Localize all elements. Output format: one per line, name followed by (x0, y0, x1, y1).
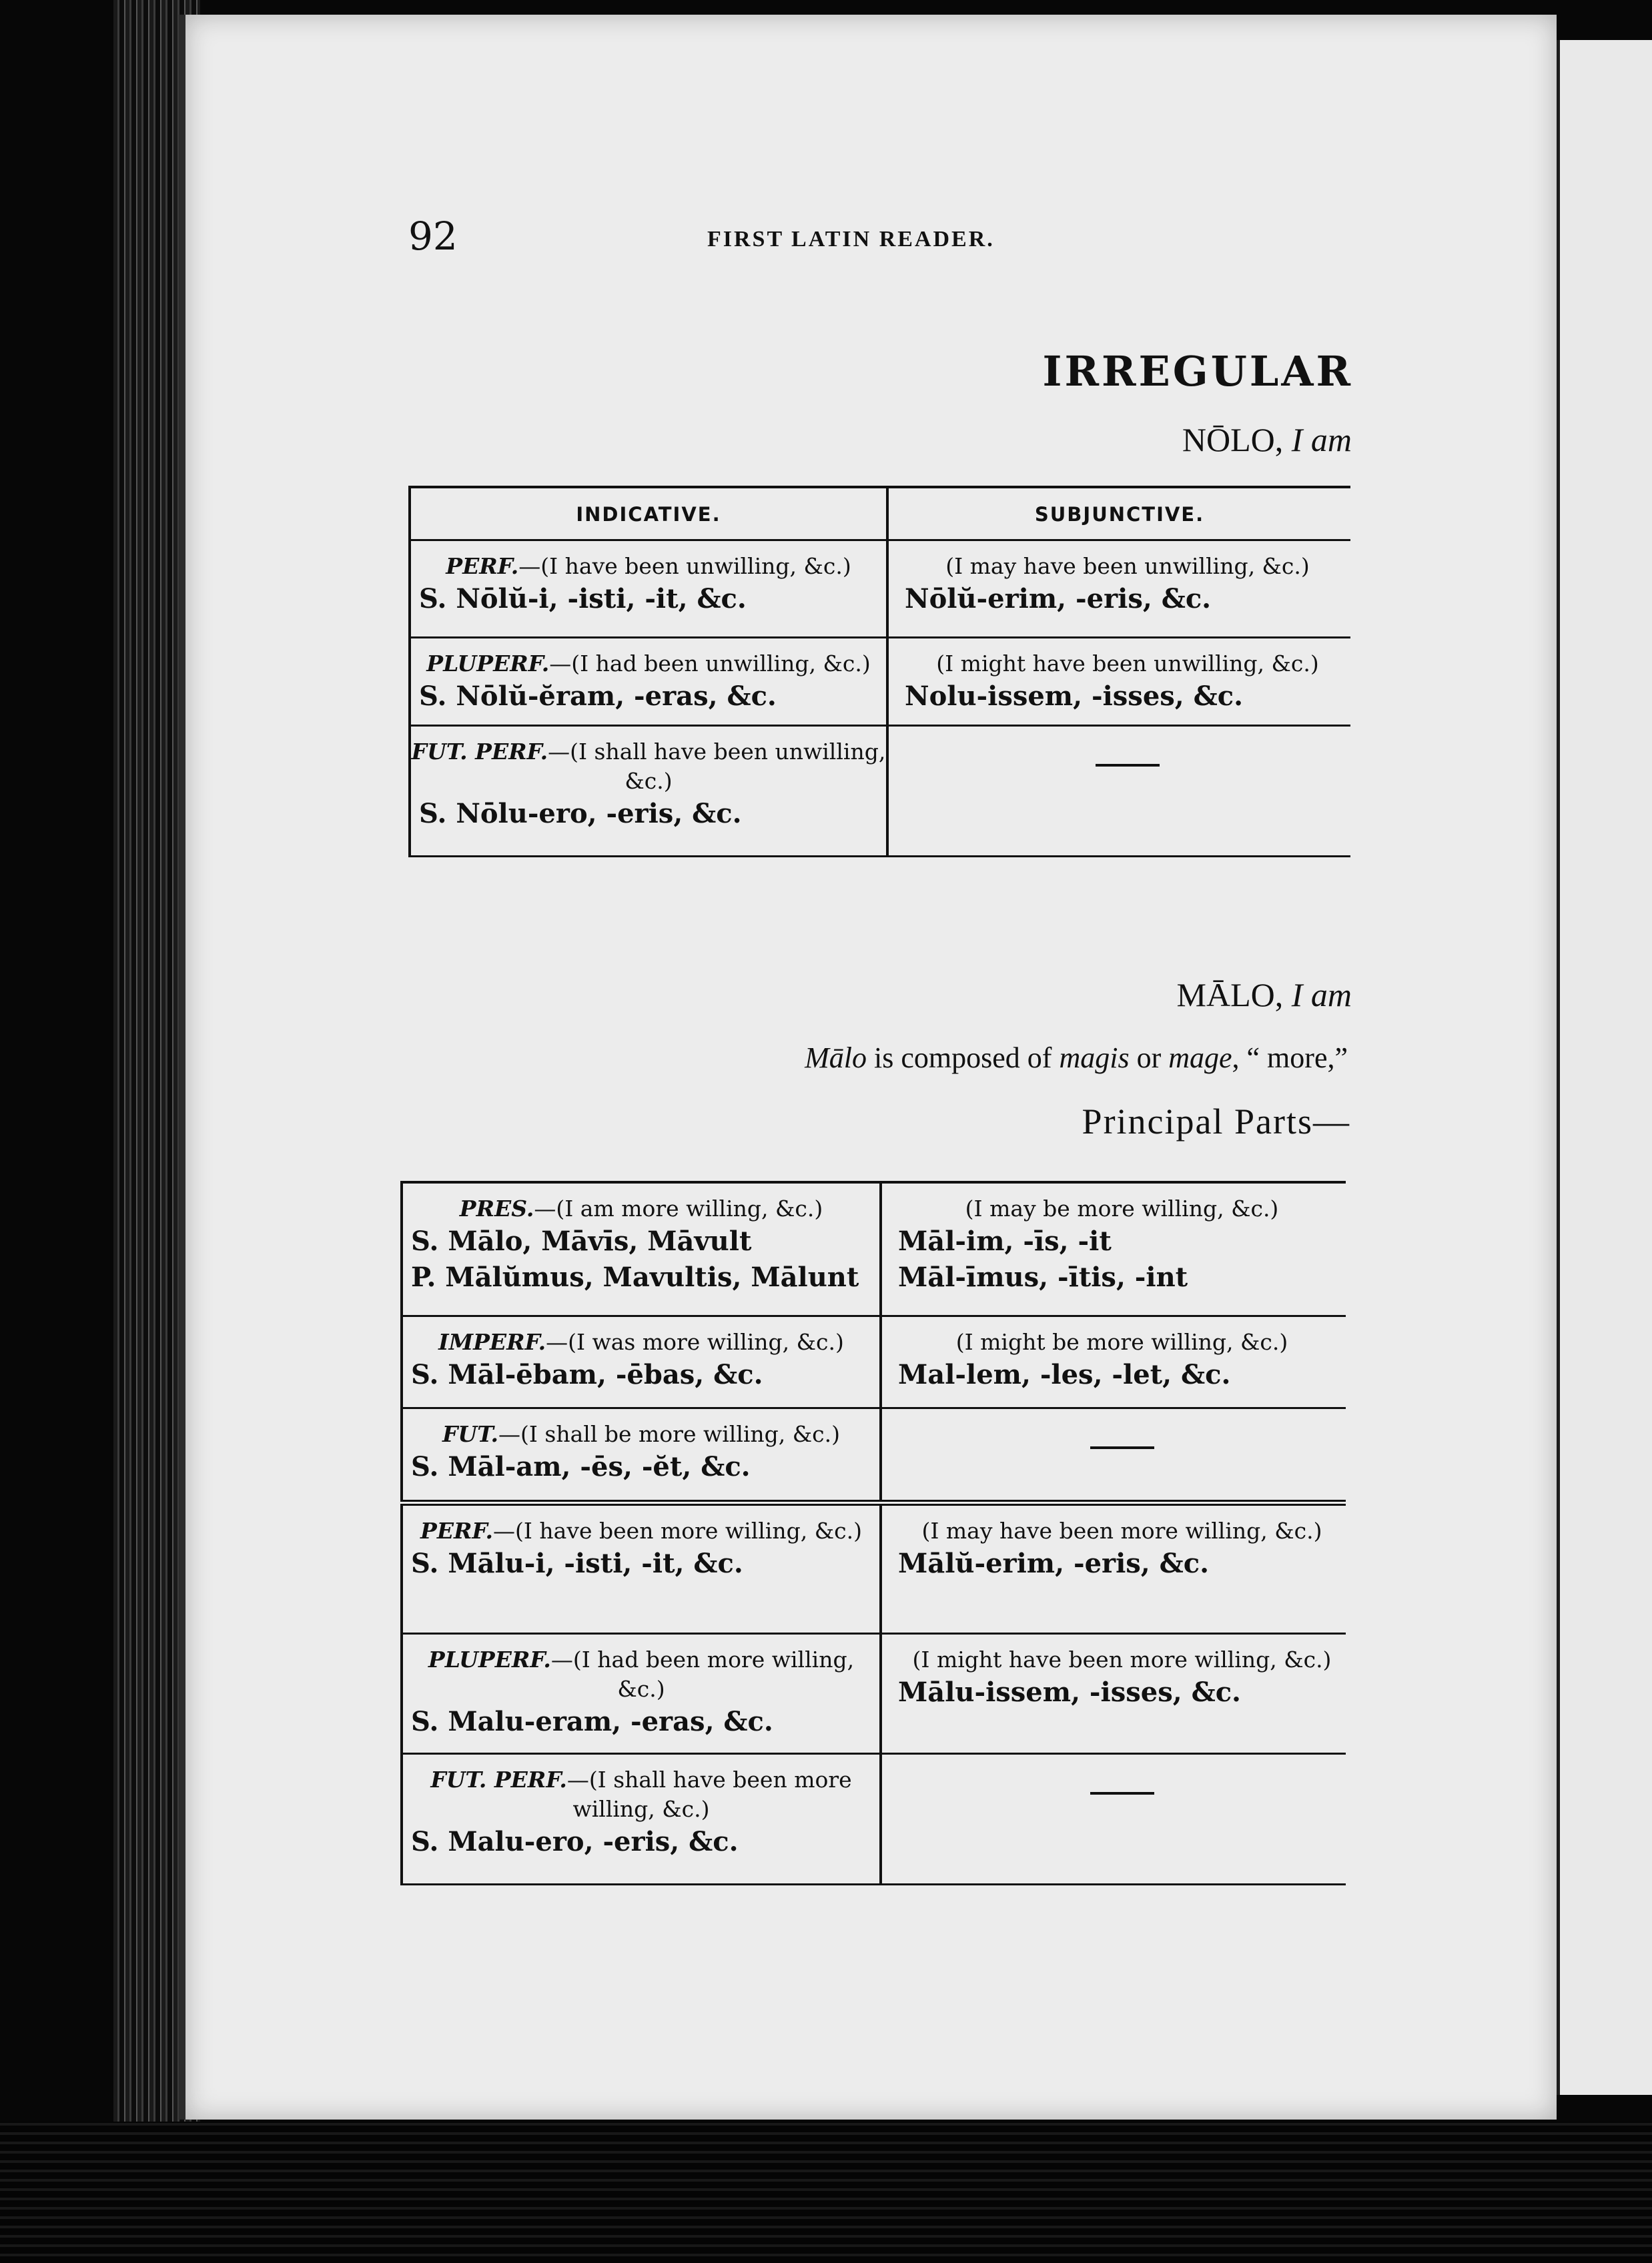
col-header-indicative: INDICATIVE. (410, 487, 887, 540)
indicative-form: S. Māl-ēbam, -ēbas, &c. (411, 1358, 763, 1390)
subjunctive-cell (881, 1502, 1346, 1633)
malo-heading-gloss: I am (1291, 976, 1352, 1013)
subjunctive-cell (881, 1753, 1346, 1884)
subjunctive-form: Mālŭ-erim, -eris, &c. (898, 1547, 1210, 1579)
subjunctive-cell (881, 1182, 1346, 1316)
indicative-form: S. Nōlŭ-i, -isti, -it, &c. (419, 583, 747, 614)
nolo-heading-word: NŌLO, (1182, 421, 1284, 458)
tense-gloss: —(I had been more willing, &c.) (550, 1646, 855, 1702)
subjunctive-cell (881, 1633, 1346, 1753)
subjunctive-form: Māl-im, -īs, -it (898, 1226, 1112, 1257)
malo-conjugation-table (400, 1181, 1346, 1885)
subjunctive-form: Nōlŭ-erim, -eris, &c. (905, 583, 1212, 614)
note-word: Mālo (805, 1041, 867, 1074)
subjunctive-gloss: (I may be more willing, &c.) (965, 1196, 1279, 1222)
tense-label (403, 1194, 879, 1224)
tense-name: FUT. PERF. (430, 1766, 567, 1793)
indicative-cell (402, 1182, 881, 1316)
tense-gloss: —(I shall have been more willing, &c.) (566, 1766, 852, 1822)
indicative-form: S. Mālu-i, -isti, -it, &c. (411, 1547, 743, 1579)
tense-label (403, 1420, 879, 1449)
section-title: IRREGULAR (1042, 347, 1353, 396)
subjunctive-cell (881, 1316, 1346, 1408)
subjunctive-form: Mālu-issem, -isses, &c. (898, 1676, 1241, 1708)
tense-label (411, 737, 886, 796)
subjunctive-gloss: (I may have been unwilling, &c.) (945, 553, 1310, 579)
tense-row (402, 1408, 1346, 1502)
malo-heading-word: MĀLO, (1176, 976, 1284, 1013)
tense-gloss: —(I had been unwilling, &c.) (549, 650, 871, 676)
tense-row (410, 540, 1350, 638)
subjunctive-gloss: (I might be more willing, &c.) (955, 1328, 1288, 1355)
tense-row (402, 1502, 1346, 1633)
nolo-heading-gloss: I am (1291, 421, 1352, 458)
indicative-form: S. Malu-eram, -eras, &c. (411, 1705, 773, 1737)
facing-page-edge (1555, 40, 1652, 2095)
indicative-cell (410, 726, 887, 857)
indicative-form: P. Mālŭmus, Mavultis, Mālunt (411, 1262, 859, 1293)
tense-gloss: —(I have been unwilling, &c.) (518, 553, 851, 579)
indicative-cell (402, 1753, 881, 1884)
tense-name: PERF. (420, 1517, 494, 1544)
tense-label (411, 649, 886, 678)
indicative-cell (402, 1408, 881, 1502)
tense-name: PERF. (446, 553, 519, 579)
indicative-form: S. Nōlŭ-ĕram, -eras, &c. (419, 681, 777, 712)
subjunctive-gloss: (I may have been more willing, &c.) (921, 1517, 1322, 1544)
indicative-cell (410, 638, 887, 726)
empty-dash (1090, 1792, 1154, 1795)
subjunctive-gloss: (I might have been unwilling, &c.) (936, 650, 1319, 676)
tense-label (403, 1516, 879, 1546)
tense-gloss: —(I have been more willing, &c.) (493, 1517, 862, 1544)
note-text-3: , “ more,” (1232, 1041, 1348, 1074)
tense-row (402, 1633, 1346, 1753)
subjunctive-cell (887, 726, 1350, 857)
running-head: FIRST LATIN READER. (707, 227, 995, 252)
tense-label (403, 1328, 879, 1357)
indicative-cell (402, 1502, 881, 1633)
tense-gloss: —(I was more willing, &c.) (546, 1328, 844, 1355)
tense-name: FUT. PERF. (411, 739, 548, 765)
tense-gloss: —(I shall have been unwilling, &c.) (548, 739, 886, 794)
nolo-heading (1182, 420, 1352, 459)
scan-background (0, 2122, 1652, 2263)
tense-row (410, 638, 1350, 726)
indicative-form: S. Nōlu-ero, -eris, &c. (419, 798, 742, 829)
tense-label (411, 552, 886, 581)
note-text-1: is composed of (867, 1041, 1060, 1074)
empty-dash (1090, 1446, 1154, 1449)
nolo-conjugation-table (408, 486, 1350, 857)
indicative-cell (402, 1316, 881, 1408)
tense-label (403, 1765, 879, 1824)
tense-row (402, 1182, 1346, 1316)
tense-gloss: —(I shall be more willing, &c.) (498, 1420, 840, 1447)
malo-heading (1177, 975, 1352, 1014)
tense-row (402, 1316, 1346, 1408)
subjunctive-form: Mal-lem, -les, -let, &c. (898, 1358, 1231, 1390)
subjunctive-form: Māl-īmus, -ītis, -int (898, 1262, 1188, 1293)
subjunctive-form: Nolu-issem, -isses, &c. (905, 681, 1244, 712)
indicative-form: S. Māl-am, -ēs, -ĕt, &c. (411, 1450, 751, 1482)
subjunctive-cell (887, 540, 1350, 638)
tense-row (410, 726, 1350, 857)
note-text-2: or (1129, 1041, 1169, 1074)
malo-note (805, 1041, 1348, 1075)
note-magis: magis (1059, 1041, 1130, 1074)
tense-name: PLUPERF. (426, 650, 550, 676)
indicative-cell (410, 540, 887, 638)
tense-row (402, 1753, 1346, 1884)
subjunctive-cell (887, 638, 1350, 726)
page-number: 92 (408, 213, 458, 259)
empty-dash (1096, 764, 1160, 767)
tense-label (403, 1645, 879, 1704)
tense-name: PLUPERF. (428, 1646, 551, 1673)
tense-name: IMPERF. (438, 1328, 546, 1355)
indicative-cell (402, 1633, 881, 1753)
subjunctive-gloss: (I might have been more willing, &c.) (912, 1646, 1332, 1673)
principal-parts-heading: Principal Parts— (1082, 1101, 1350, 1142)
indicative-form: S. Mālo, Māvīs, Māvult (411, 1226, 752, 1257)
tense-gloss: —(I am more willing, &c.) (534, 1196, 823, 1222)
indicative-form: S. Malu-ero, -eris, &c. (411, 1825, 739, 1857)
subjunctive-cell (881, 1408, 1346, 1502)
tense-name: FUT. (442, 1420, 498, 1447)
tense-name: PRES. (459, 1196, 534, 1222)
note-mage: mage (1168, 1041, 1232, 1074)
col-header-subjunctive: SUBJUNCTIVE. (887, 487, 1350, 540)
